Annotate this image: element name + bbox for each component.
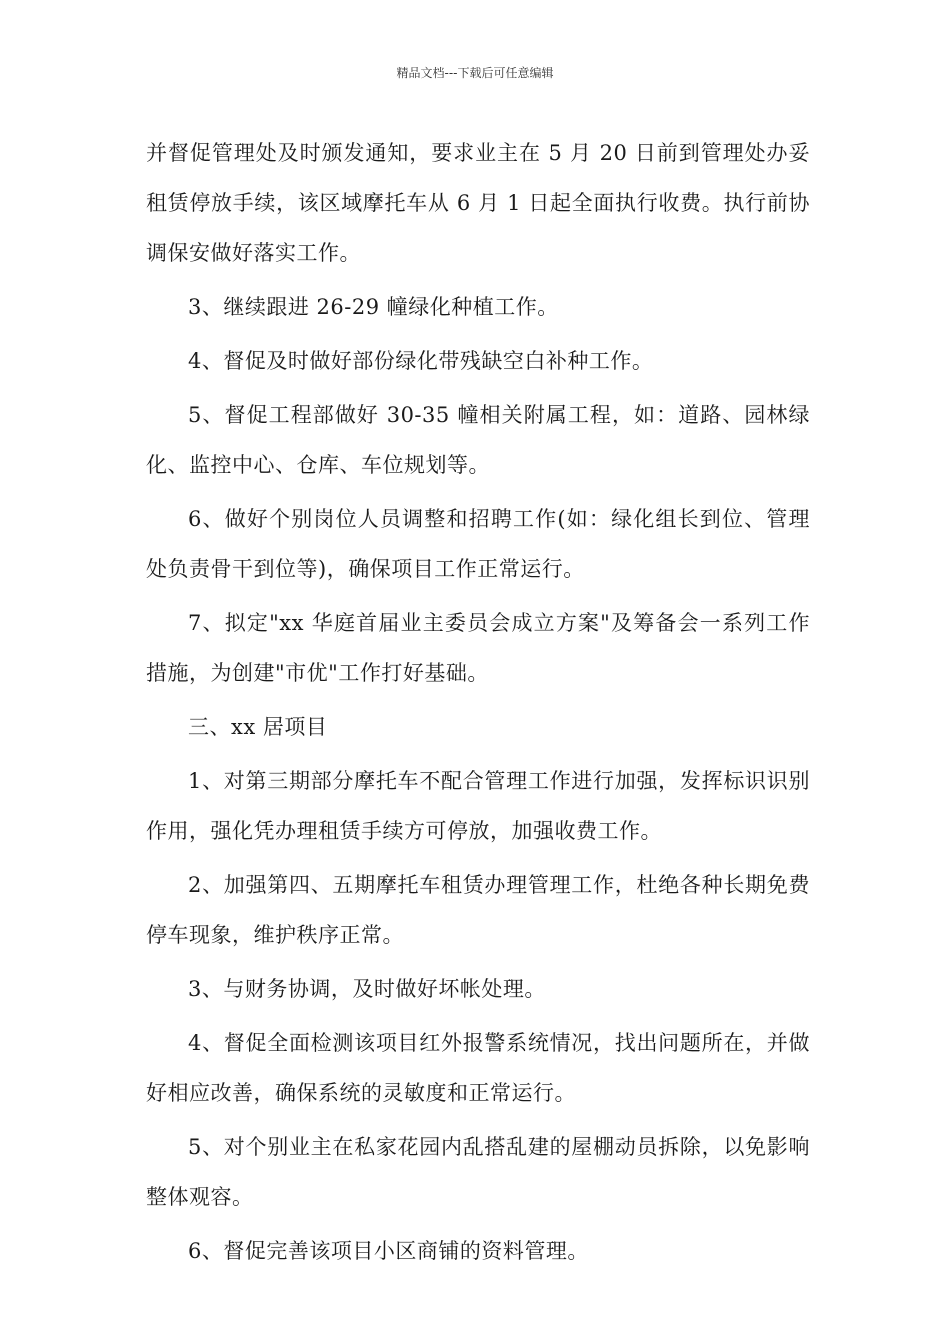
paragraph-item-4-replanting: 4、督促及时做好部份绿化带残缺空白补种工作。 <box>188 349 654 373</box>
document-body <box>146 128 810 1280</box>
paragraph-item-2-rental: 2、加强第四、五期摩托车租赁办理管理工作，杜绝各种长期免费停车现象，维护秩序正常。 <box>146 873 810 947</box>
paragraph-item-6-shops: 6、督促完善该项目小区商铺的资料管理。 <box>188 1239 589 1263</box>
section-heading: 三、xx 居项目 <box>188 715 328 739</box>
paragraph-item-4-alarm: 4、督促全面检测该项目红外报警系统情况，找出问题所在，并做好相应改善，确保系统的灵敏度和正常运行。 <box>146 1031 810 1105</box>
paragraph-item-5-engineering: 5、督促工程部做好 30-35 幢相关附属工程，如：道路、园林绿化、监控中心、仓库、车位规划等。 <box>146 403 810 477</box>
paragraph-item-1-motorcycles: 1、对第三期部分摩托车不配合管理工作进行加强，发挥标识识别作用，强化凭办理租赁手续方可停放，加强收费工作。 <box>146 769 810 843</box>
paragraph-item-3-greening: 3、继续跟进 26-29 幢绿化种植工作。 <box>188 295 559 319</box>
paragraph-item-7-committee: 7、拟定"xx 华庭首届业主委员会成立方案"及筹备会一系列工作措施，为创建"市优"工作打好基础。 <box>146 611 810 685</box>
paragraph-continuation: 并督促管理处及时颁发通知，要求业主在 5 月 20 日前到管理处办妥租赁停放手续，该区域摩托车从 6 月 1 日起全面执行收费。执行前协调保安做好落实工作。 <box>146 141 810 265</box>
paragraph-item-3-finance: 3、与财务协调，及时做好坏帐处理。 <box>188 977 546 1001</box>
page-header: 精品文档---下载后可任意编辑 <box>396 66 554 80</box>
paragraph-item-5-demolition: 5、对个别业主在私家花园内乱搭乱建的屋棚动员拆除，以免影响整体观容。 <box>146 1135 810 1209</box>
paragraph-item-6-staffing: 6、做好个别岗位人员调整和招聘工作(如：绿化组长到位、管理处负责骨干到位等)，确保项目工作正常运行。 <box>146 507 810 581</box>
